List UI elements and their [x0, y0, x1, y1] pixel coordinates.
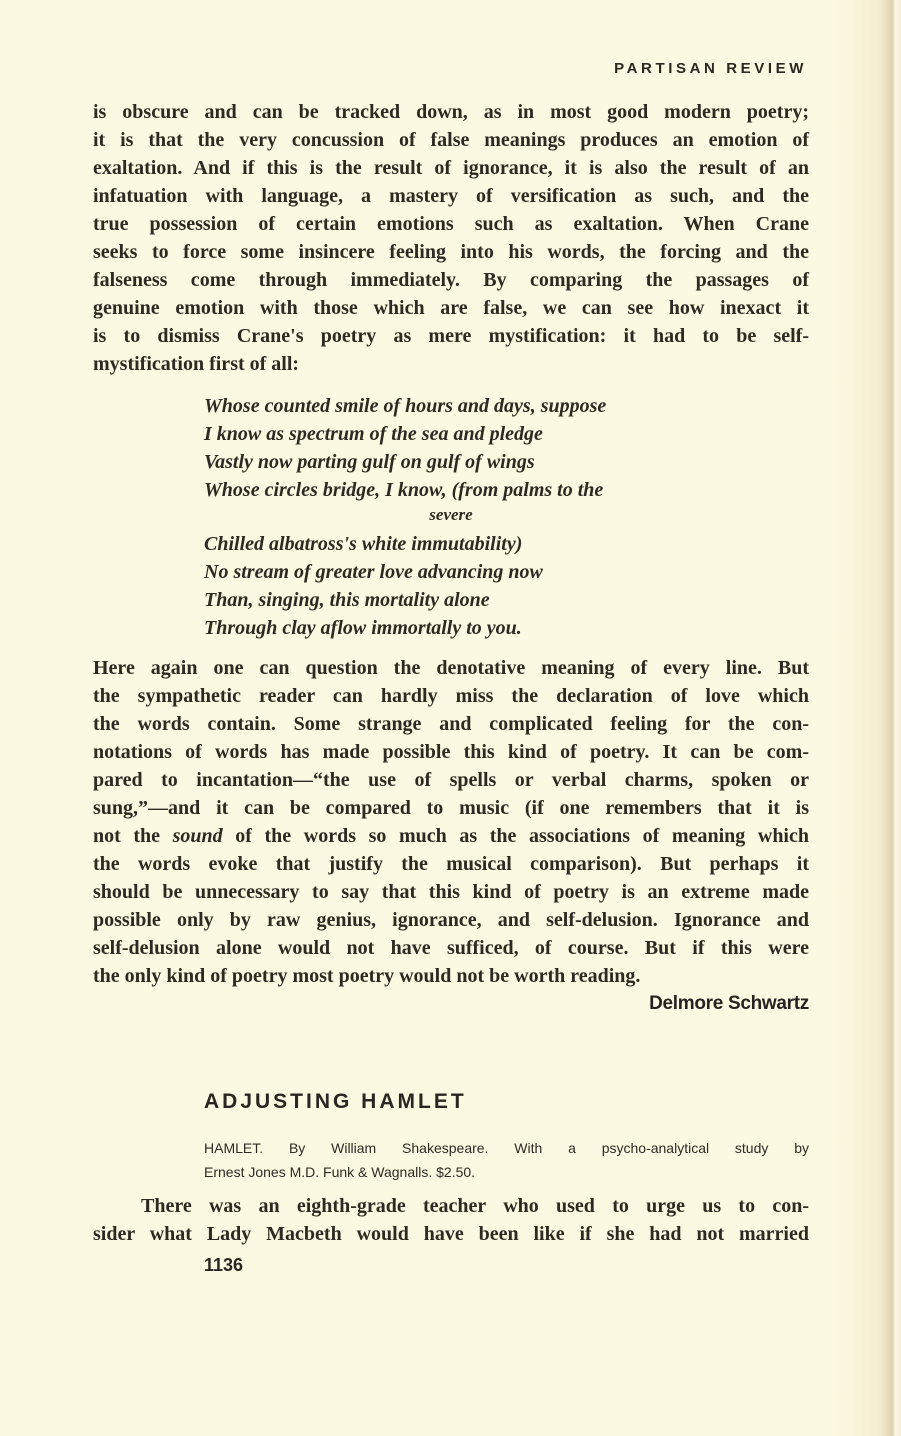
verse-line: I know as spectrum of the sea and pledge — [204, 423, 543, 445]
text-line: seeks to force some insincere feeling into his words, the forcing and the — [93, 241, 809, 263]
section-title: ADJUSTING HAMLET — [204, 1090, 467, 1113]
verse-line: Whose circles bridge, I know, (from palms to the — [204, 479, 604, 501]
author-signature: Delmore Schwartz — [649, 993, 809, 1014]
text-line: There was an eighth-grade teacher who used to urge us to con- — [141, 1195, 809, 1217]
text-line: exaltation. And if this is the result of ignorance, it is also the result of an — [93, 157, 809, 179]
text-span: of the words so much as the associations of meaning which — [222, 825, 809, 847]
text-line: pared to incantation—“the use of spells or verbal charms, spoken or — [93, 769, 809, 791]
verse-line: No stream of greater love advancing now — [204, 561, 543, 583]
biblio-line: HAMLET. By William Shakespeare. With a psycho-analytical study by — [204, 1140, 809, 1156]
biblio-line: Ernest Jones M.D. Funk & Wagnalls. $2.50. — [204, 1164, 476, 1180]
text-line: it is that the very concussion of false meanings produces an emotion of — [93, 129, 809, 151]
text-line: genuine emotion with those which are false, we can see how inexact it — [93, 297, 809, 319]
verse-line: Through clay aflow immortally to you. — [204, 617, 522, 639]
verse-line: Vastly now parting gulf on gulf of wings — [204, 451, 535, 473]
text-line: self-delusion alone would not have sufficed, of course. But if this were — [93, 937, 809, 959]
verse-line: Chilled albatross's white immutability) — [204, 533, 523, 555]
text-span: not the — [93, 825, 173, 847]
text-line: Here again one can question the denotative meaning of every line. But — [93, 657, 809, 679]
text-line: the sympathetic reader can hardly miss the declaration of love which — [93, 685, 809, 707]
text-line: is obscure and can be tracked down, as in most good modern poetry; — [93, 101, 809, 123]
verse-line: Than, singing, this mortality alone — [204, 589, 490, 611]
verse-line: Whose counted smile of hours and days, suppose — [204, 395, 607, 417]
text-line: is to dismiss Crane's poetry as mere mystification: it had to be self- — [93, 325, 809, 347]
text-line: falseness come through immediately. By comparing the passages of — [93, 269, 809, 291]
text-line — [93, 822, 809, 850]
verse-line-runover: severe — [429, 505, 473, 524]
text-line: should be unnecessary to say that this kind of poetry is an extreme made — [93, 881, 809, 903]
page-number: 1136 — [204, 1255, 244, 1275]
italic-word: sound — [172, 825, 223, 847]
text-line: the words contain. Some strange and complicated feeling for the con- — [93, 713, 809, 735]
text-line: mystification first of all: — [93, 353, 300, 375]
text-line: possible only by raw genius, ignorance, and self-delusion. Ignorance and — [93, 909, 809, 931]
text-line: notations of words has made possible this kind of poetry. It can be com- — [93, 741, 809, 763]
text-line: the only kind of poetry most poetry would not be worth reading. — [93, 965, 641, 987]
text-line: infatuation with language, a mastery of versification as such, and the — [93, 185, 809, 207]
text-line: the words evoke that justify the musical comparison). But perhaps it — [93, 853, 809, 875]
text-line: sung,”—and it can be compared to music (if one remembers that it is — [93, 797, 809, 819]
text-line: true possession of certain emotions such as exaltation. When Crane — [93, 213, 809, 235]
page-edge-shadow — [831, 0, 901, 1436]
text-line: sider what Lady Macbeth would have been like if she had not married — [93, 1223, 809, 1245]
running-head: PARTISAN REVIEW — [614, 60, 807, 77]
